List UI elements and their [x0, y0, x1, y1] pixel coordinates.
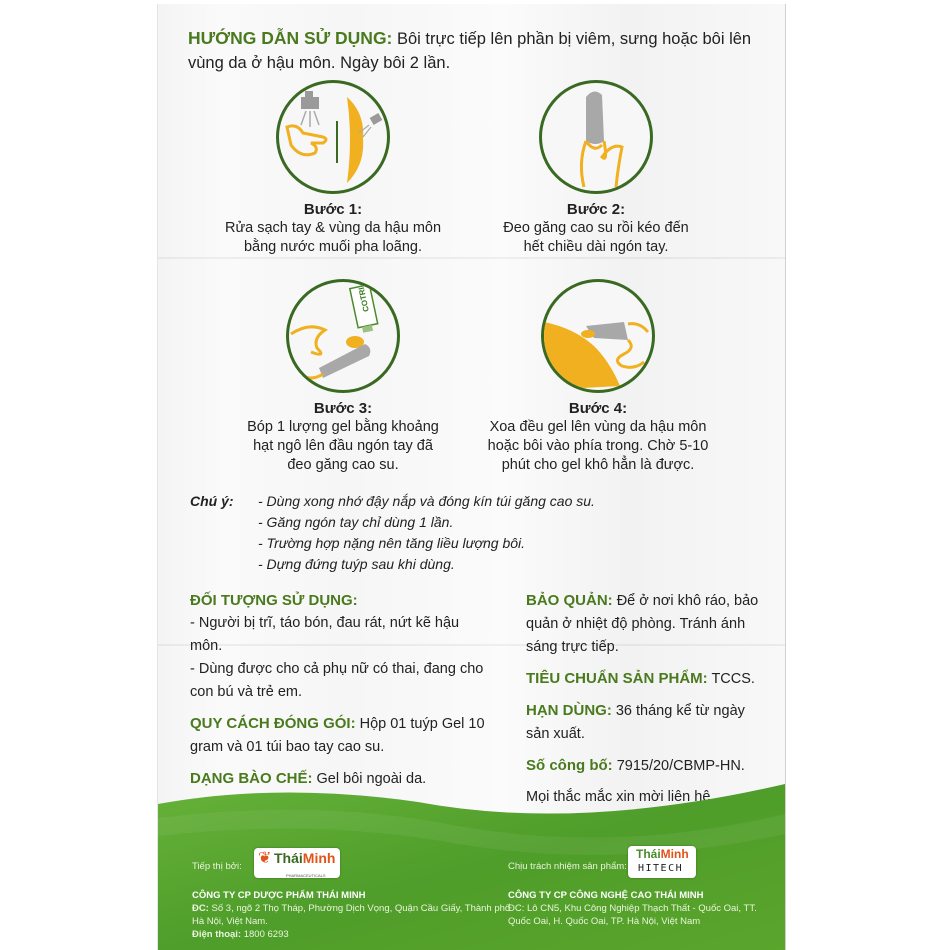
svg-text:COTRI: COTRI	[356, 286, 371, 313]
product-info-left	[190, 589, 490, 799]
step-4	[458, 279, 738, 475]
step-3-line: Bóp 1 lượng gel bằng khoảng	[247, 419, 439, 435]
step-1-line: bằng nước muối pha loãng.	[243, 239, 423, 255]
address-label: ĐC:	[192, 903, 209, 914]
finger-glove-icon	[539, 80, 653, 194]
squeeze-gel-icon	[286, 279, 400, 393]
caution-item: - Dựng đứng tuýp sau khi dùng.	[258, 556, 455, 572]
packing-section	[190, 712, 490, 759]
bird-icon: ❦	[258, 850, 272, 867]
step-3-line: hạt ngô lên đầu ngón tay đã	[253, 438, 433, 454]
marketer-label: Tiếp thị bởi:	[192, 861, 242, 872]
packing-heading: QUY CÁCH ĐÓNG GÓI:	[190, 715, 356, 732]
step-3-line: đeo găng cao su.	[287, 457, 399, 473]
wash-hands-icon	[276, 80, 390, 194]
usage-text: Bôi trực tiếp lên phần bị viêm, sưng hoặc bôi lên vùng da ở hậu môn. Ngày bôi 2 lần.	[188, 30, 752, 72]
contact-line: Mọi thắc mắc xin mời liên hệ	[526, 789, 711, 805]
caution-label: Chú ý:	[190, 493, 234, 509]
step-1-title: Bước 1:	[303, 201, 363, 218]
caution-item: - Găng ngón tay chỉ dùng 1 lần.	[258, 514, 454, 530]
storage-heading: BẢO QUẢN:	[526, 592, 613, 609]
step-4-line: Xoa đều gel lên vùng da hậu môn	[489, 419, 707, 435]
step-1	[208, 80, 458, 257]
step-2-title: Bước 2:	[566, 201, 626, 218]
target-heading: ĐỐI TƯỢNG SỬ DỤNG:	[190, 592, 358, 609]
fold-crease	[158, 257, 785, 259]
marketer-company: CÔNG TY CP DƯỢC PHẨM THÁI MINH	[192, 890, 366, 901]
step-1-line: Rửa sạch tay & vùng da hậu môn	[224, 220, 442, 236]
standard-text: TCCS.	[711, 671, 755, 687]
packing-text: Hộp 01 tuýp Gel 10 gram và 01 túi bao tay cao su.	[190, 716, 485, 755]
apply-gel-icon	[541, 279, 655, 393]
form-text: Gel bôi ngoài da.	[316, 771, 427, 787]
step-3	[208, 279, 478, 475]
storage-text: Để ở nơi khô ráo, bảo quản ở nhiệt độ phòng. Tránh ánh sáng trực tiếp.	[526, 593, 759, 655]
caution-notes	[190, 491, 595, 575]
step-2	[466, 80, 726, 257]
step-2-line: hết chiều dài ngón tay.	[523, 239, 669, 255]
step-2-line: Đeo găng cao su rồi kéo đến	[503, 220, 689, 236]
phone-label: Điện thoại:	[192, 929, 242, 940]
step-4-line: phút cho gel khô hẳn là được.	[501, 457, 695, 473]
reg-text: 7915/20/CBMP-HN.	[616, 758, 745, 774]
usage-heading: HƯỚNG DẪN SỬ DỤNG:	[188, 28, 393, 48]
marketer-address: Số 3, ngõ 2 Thọ Tháp, Phường Dịch Vọng, Quận Cầu Giấy, Thành phố Hà Nội, Việt Nam.	[192, 903, 511, 927]
responsible-address: ĐC: Lô CN5, Khu Công Nghiệp Thạch Thất - Quốc Oai, TT. Quốc Oai, H. Quốc Oai, TP. Hà Nội, Việt Nam	[508, 903, 757, 927]
target-item: - Người bị trĩ, táo bón, đau rát, nứt kẽ hậu môn.	[190, 615, 460, 654]
usage-intro	[188, 26, 758, 75]
thaiminh-hitech-logo: TháiMinh HITECH	[628, 846, 696, 878]
target-users-section	[190, 589, 490, 704]
step-4-line: hoặc bôi vào phía trong. Chờ 5-10	[487, 438, 709, 454]
step-3-title: Bước 3:	[313, 400, 373, 417]
thaiminh-pharma-logo: ❦ TháiMinh PHARMACEUTICALS	[254, 848, 340, 878]
target-item: - Dùng được cho cả phụ nữ có thai, đang cho con bú và trẻ em.	[190, 661, 484, 700]
caution-item: - Dùng xong nhớ đậy nắp và đóng kín túi găng cao su.	[258, 493, 595, 509]
expiry-section	[526, 699, 766, 746]
form-heading: DẠNG BÀO CHẾ:	[190, 770, 313, 787]
reg-heading: Số công bố:	[526, 757, 613, 774]
responsible-label: Chịu trách nhiệm sản phẩm:	[508, 861, 627, 872]
caution-item: - Trường hợp nặng nên tăng liều lượng bôi.	[258, 535, 526, 551]
expiry-text: 36 tháng kể từ ngày sản xuất.	[526, 703, 745, 742]
standard-heading: TIÊU CHUẨN SẢN PHẨM:	[526, 670, 708, 687]
storage-section	[526, 589, 766, 659]
step-4-title: Bước 4:	[568, 400, 628, 417]
responsible-company: CÔNG TY CP CÔNG NGHỆ CAO THÁI MINH	[508, 890, 704, 901]
marketer-phone: 1800 6293	[243, 929, 289, 940]
standard-section	[526, 667, 766, 691]
expiry-heading: HẠN DÙNG:	[526, 702, 612, 719]
leaflet-page	[158, 4, 785, 950]
